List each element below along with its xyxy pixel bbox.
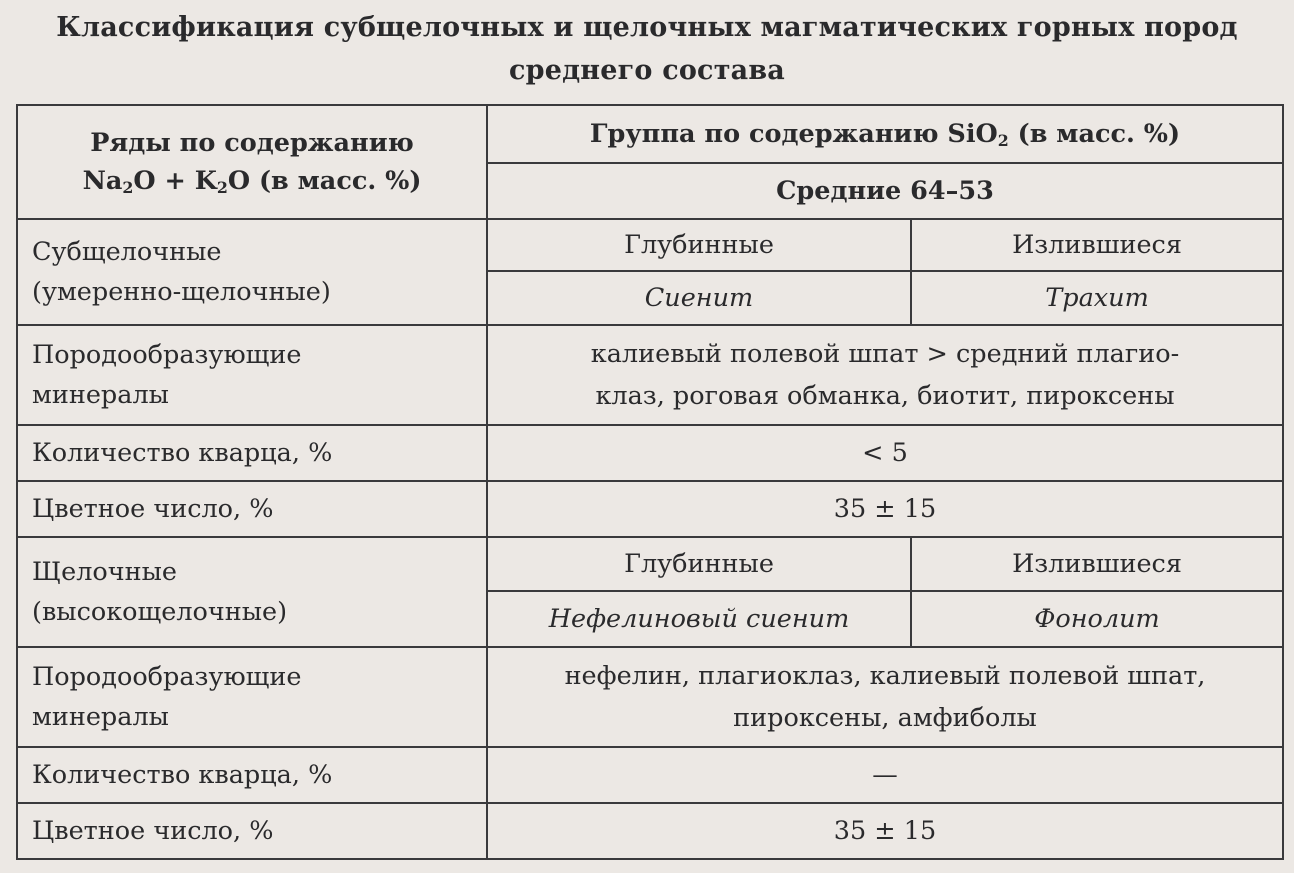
alkaline-color-row xyxy=(17,803,1283,859)
subalkaline-minerals-label xyxy=(17,325,487,425)
title-line-1: Классификация субщелочных и щелочных магматических горных пород xyxy=(56,12,1238,43)
subalkaline-label-cell xyxy=(17,219,487,325)
header-rows-cell xyxy=(17,105,487,219)
alkaline-minerals-label-line-2: минералы xyxy=(32,702,169,732)
alkaline-minerals-row xyxy=(17,647,1283,747)
alkaline-quartz-label: Количество кварца, % xyxy=(17,747,487,803)
subalkaline-quartz-label: Количество кварца, % xyxy=(17,425,487,481)
header-group-name: Средние 64–53 xyxy=(487,163,1283,219)
alkaline-volcanic-rock: Фонолит xyxy=(911,591,1283,647)
alkaline-minerals-line-2: пироксены, амфиболы xyxy=(733,703,1037,733)
subalkaline-plutonic-label: Глубинные xyxy=(487,219,911,271)
subalkaline-minerals-line-2: клаз, роговая обманка, биотит, пироксены xyxy=(595,381,1175,411)
subalkaline-color-row xyxy=(17,481,1283,537)
subalkaline-minerals-label-line-1: Породообразующие xyxy=(32,340,302,370)
alkaline-minerals-value xyxy=(487,647,1283,747)
header-rows-tail: O (в масс. %) xyxy=(227,166,422,196)
alkaline-minerals-label-line-1: Породообразующие xyxy=(32,662,302,692)
subalkaline-minerals-label-line-2: минералы xyxy=(32,380,169,410)
header-row-1 xyxy=(17,105,1283,163)
header-rows-line-2 xyxy=(32,162,472,200)
alkaline-label-line-2: (высокощелочные) xyxy=(32,597,288,627)
alkaline-quartz-value: — xyxy=(487,747,1283,803)
subalkaline-volcanic-rock: Трахит xyxy=(911,271,1283,325)
alkaline-color-label: Цветное число, % xyxy=(17,803,487,859)
subalkaline-quartz-row xyxy=(17,425,1283,481)
header-sub-2a: 2 xyxy=(122,177,134,197)
subalkaline-quartz-value: < 5 xyxy=(487,425,1283,481)
alkaline-label-cell xyxy=(17,537,487,647)
alkaline-volcanic-label: Излившиеся xyxy=(911,537,1283,591)
header-group-cell xyxy=(487,105,1283,163)
subalkaline-volcanic-label: Излившиеся xyxy=(911,219,1283,271)
subalkaline-minerals-row xyxy=(17,325,1283,425)
classification-table xyxy=(16,104,1284,860)
header-group-sub: 2 xyxy=(997,130,1009,150)
alkaline-plutonic-label: Глубинные xyxy=(487,537,911,591)
header-na: Na xyxy=(82,166,123,196)
alkaline-plutonic-rock: Нефелиновый сиенит xyxy=(487,591,911,647)
subalkaline-label-line-2: (умеренно-щелочные) xyxy=(32,277,331,307)
alkaline-quartz-row xyxy=(17,747,1283,803)
subalkaline-row-1 xyxy=(17,219,1283,271)
alkaline-row-1 xyxy=(17,537,1283,591)
header-sub-2b: 2 xyxy=(216,177,228,197)
table-title xyxy=(0,6,1294,92)
header-rows-line-1: Ряды по содержанию xyxy=(90,128,414,158)
header-plus-k: O + K xyxy=(133,166,217,196)
subalkaline-minerals-line-1: калиевый полевой шпат > средний плагио- xyxy=(590,339,1180,369)
subalkaline-color-label: Цветное число, % xyxy=(17,481,487,537)
header-group-tail: (в масс. %) xyxy=(1008,119,1181,149)
alkaline-color-value: 35 ± 15 xyxy=(487,803,1283,859)
alkaline-label-line-1: Щелочные xyxy=(32,557,177,587)
title-line-2: среднего состава xyxy=(509,55,785,86)
subalkaline-plutonic-rock: Сиенит xyxy=(487,271,911,325)
header-group-prefix: Группа по содержанию SiO xyxy=(589,119,998,149)
subalkaline-minerals-value xyxy=(487,325,1283,425)
alkaline-minerals-line-1: нефелин, плагиоклаз, калиевый полевой шпат, xyxy=(564,661,1206,691)
alkaline-minerals-label xyxy=(17,647,487,747)
subalkaline-color-value: 35 ± 15 xyxy=(487,481,1283,537)
subalkaline-label-line-1: Субщелочные xyxy=(32,237,222,267)
